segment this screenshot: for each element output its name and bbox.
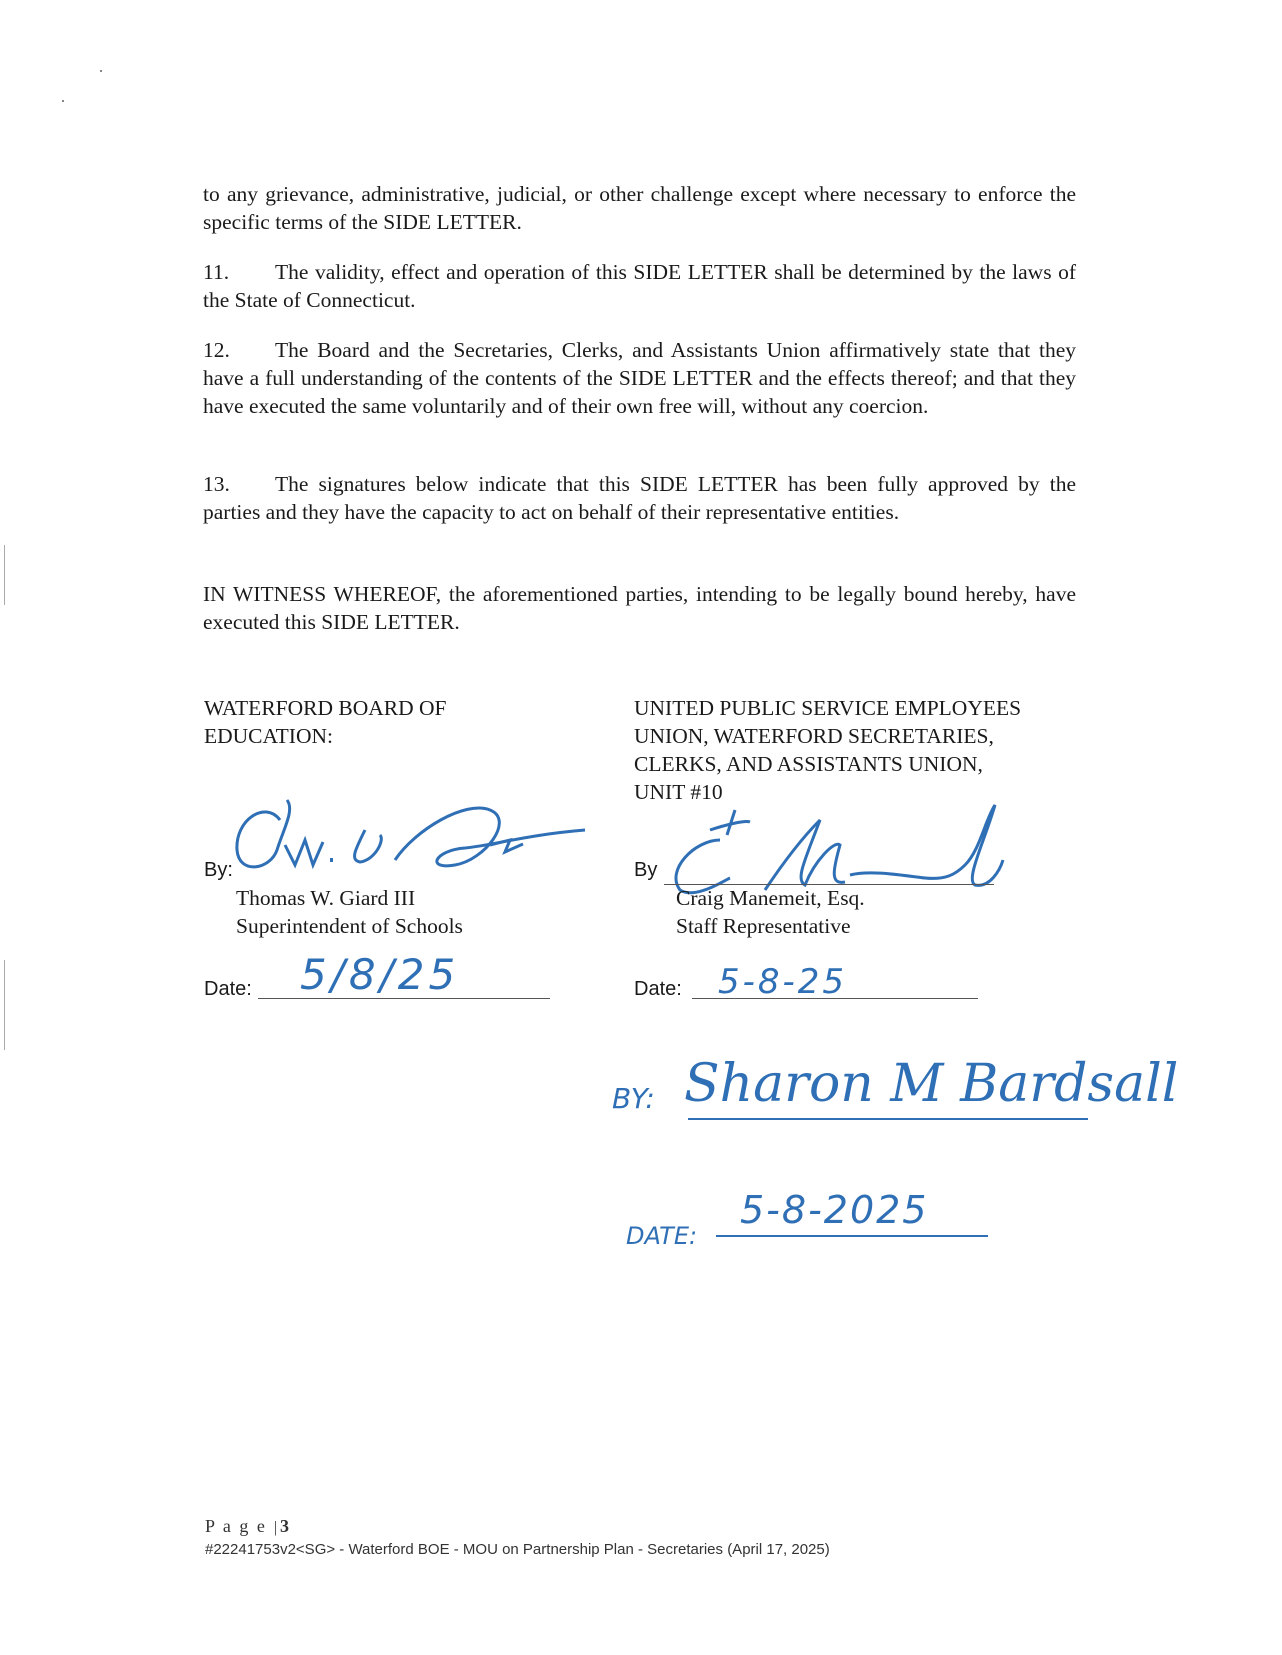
right-date-label: Date: xyxy=(634,978,682,1000)
page-divider: | xyxy=(273,1519,278,1536)
left-date-handwritten: 5/8/25 xyxy=(300,950,460,999)
scan-speck xyxy=(62,100,64,102)
right-signer-title: Staff Representative xyxy=(676,914,851,938)
scan-edge-mark xyxy=(4,960,5,1050)
right-date-handwritten: 5-8-25 xyxy=(718,962,848,1002)
party-name-line: UNITED PUBLIC SERVICE EMPLOYEES xyxy=(634,696,1022,720)
document-id: #22241753v2<SG> - Waterford BOE - MOU on Partnership Plan - Secretaries (April 17, 2025) xyxy=(205,1541,830,1558)
page-footer xyxy=(205,1516,289,1537)
left-signer-title: Superintendent of Schools xyxy=(236,914,463,938)
extra-date-handwritten: 5-8-2025 xyxy=(740,1188,929,1232)
witness-clause: IN WITNESS WHEREOF, the aforementioned parties, intending to be legally bound hereby, have executed this SIDE LETTER. xyxy=(203,582,1076,634)
party-name-line: UNIT #10 xyxy=(634,780,723,804)
section-number: 12. xyxy=(203,338,230,362)
left-party-name xyxy=(204,694,447,750)
right-signer-name: Craig Manemeit, Esq. xyxy=(676,886,865,910)
page-label: P a g e xyxy=(205,1516,267,1536)
party-name-line: EDUCATION: xyxy=(204,724,333,748)
section-text: The Board and the Secretaries, Clerks, and Assistants Union affirmatively state that they have a full understanding of the contents of the SIDE LETTER and the effects thereof; and that they have executed the same voluntarily and of their own free will, without any coercion. xyxy=(203,338,1076,418)
left-date-label: Date: xyxy=(204,978,252,1000)
left-by-label: By: xyxy=(204,859,233,881)
page-number: 3 xyxy=(280,1516,290,1536)
party-name-line: WATERFORD BOARD OF xyxy=(204,696,447,720)
section-number: 11. xyxy=(203,260,230,284)
scan-speck xyxy=(100,70,102,72)
scan-edge-mark xyxy=(4,545,5,605)
section-number: 13. xyxy=(203,472,230,496)
section-text: The validity, effect and operation of this SIDE LETTER shall be determined by the laws of the State of Connecticut. xyxy=(203,260,1076,312)
right-party-name xyxy=(634,694,1021,806)
section-13 xyxy=(203,470,1076,526)
section-text: The signatures below indicate that this SIDE LETTER has been fully approved by the parties and they have the capacity to act on behalf of their representative entities. xyxy=(203,472,1076,524)
continuation-paragraph: to any grievance, administrative, judicial, or other challenge except where necessary to enforce the specific terms of the SIDE LETTER. xyxy=(203,182,1076,234)
left-signer-name: Thomas W. Giard III xyxy=(236,886,416,910)
section-11 xyxy=(203,258,1076,314)
right-by-label: By xyxy=(634,859,658,881)
section-12 xyxy=(203,336,1076,420)
extra-date-line xyxy=(716,1235,988,1237)
extra-signature: Sharon M Bardsall xyxy=(684,1054,1179,1114)
extra-by-handwritten: BY: xyxy=(612,1082,655,1115)
party-name-line: UNION, WATERFORD SECRETARIES, xyxy=(634,724,994,748)
extra-date-label-handwritten: DATE: xyxy=(626,1222,698,1250)
party-name-line: CLERKS, AND ASSISTANTS UNION, xyxy=(634,752,983,776)
extra-signature-line xyxy=(688,1118,1088,1120)
